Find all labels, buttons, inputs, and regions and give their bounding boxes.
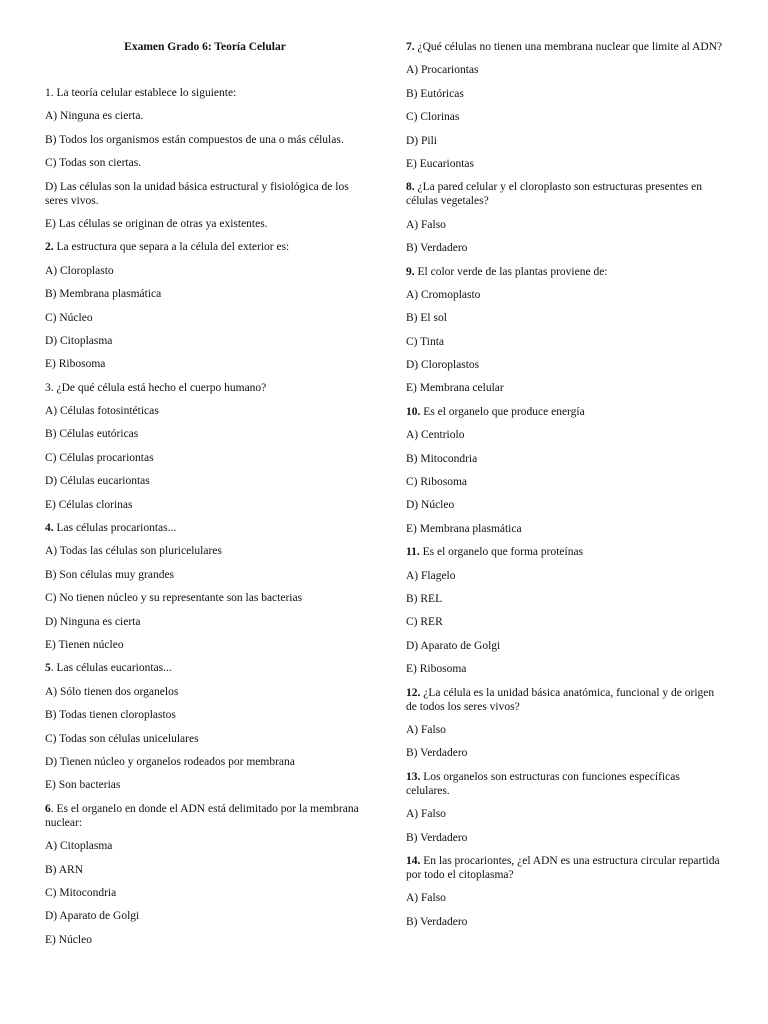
answer-option: B) Verdadero — [406, 747, 468, 760]
answer-option: B) Todas tienen cloroplastos — [45, 709, 176, 722]
answer-option: B) REL — [406, 592, 443, 605]
question-text — [406, 770, 726, 798]
question-number: 13. — [406, 770, 421, 783]
answer-option: C) Todas son ciertas. — [45, 157, 142, 170]
answer-option: C) Células procariontas — [45, 451, 154, 464]
question-body: . Es el organelo en donde el ADN está delimitado por la membrana nuclear: — [45, 802, 359, 829]
answer-option: A) Citoplasma — [45, 840, 113, 853]
answer-option: E) Membrana celular — [406, 382, 504, 395]
answer-option: B) Verdadero — [406, 915, 468, 928]
answer-option: A) Centriolo — [406, 429, 465, 442]
answer-option: A) Falso — [406, 218, 446, 231]
question-text — [45, 521, 365, 535]
question-number: 10. — [406, 405, 421, 418]
question-number: 7. — [406, 41, 415, 53]
answer-option: D) Aparato de Golgi — [45, 910, 140, 923]
answer-option: A) Cromoplasto — [406, 288, 481, 301]
answer-option: A) Células fotosintéticas — [45, 405, 159, 418]
question-body: ¿La pared celular y el cloroplasto son estructuras presentes en células vegetales? — [406, 181, 703, 208]
answer-option: D) Ninguna es cierta — [45, 615, 141, 628]
question-number: 5 — [45, 662, 51, 675]
answer-option: B) Membrana plasmática — [45, 288, 162, 301]
question-body: . Las células eucariontas... — [50, 662, 172, 675]
question-text — [406, 854, 726, 882]
answer-option: C) Núcleo — [45, 311, 93, 324]
answer-option: D) Tienen núcleo y organelos rodeados por membrana — [45, 755, 295, 768]
answer-option: C) Clorinas — [406, 111, 460, 124]
question-body: La estructura que separa a la célula del exterior es: — [53, 241, 290, 254]
answer-option: A) Falso — [406, 723, 446, 736]
answer-option: B) ARN — [45, 863, 84, 876]
question-body: ¿De qué célula está hecho el cuerpo humano? — [53, 381, 267, 394]
question-text — [45, 240, 365, 254]
answer-option: D) Aparato de Golgi — [406, 639, 501, 652]
question-body: En las procariontes, ¿el ADN es una estructura circular repartida por todo el citoplasma? — [406, 854, 720, 881]
question-text — [406, 40, 726, 54]
page-title: Examen Grado 6: Teoría Celular — [124, 41, 286, 53]
question-text — [45, 381, 365, 395]
question-number: 8. — [406, 181, 415, 194]
answer-option: E) Ribosoma — [45, 358, 106, 371]
answer-option: D) Las células son la unidad básica estructural y fisiológica de los seres vivos. — [45, 180, 349, 207]
left-column — [45, 40, 365, 956]
answer-option: C) No tienen núcleo y su representante son las bacterias — [45, 592, 303, 605]
answer-option: D) Pili — [406, 134, 437, 147]
answer-option: B) Todos los organismos están compuestos de una o más células. — [45, 133, 344, 146]
answer-option: C) Todas son células unicelulares — [45, 732, 199, 745]
answer-option: B) El sol — [406, 312, 447, 325]
question-body: ¿La célula es la unidad básica anatómica, funcional y de origen de todos los seres vivos? — [406, 686, 715, 713]
question-text — [45, 86, 365, 100]
question-number: 11. — [406, 546, 420, 559]
answer-option: C) Mitocondria — [45, 886, 117, 899]
answer-option: A) Todas las células son pluricelulares — [45, 545, 222, 558]
answer-option: E) Las células se originan de otras ya existentes. — [45, 217, 268, 230]
question-number: 2. — [45, 241, 54, 254]
answer-option: B) Células eutóricas — [45, 428, 139, 441]
question-number: 4. — [45, 522, 54, 535]
answer-option: B) Son células muy grandes — [45, 568, 175, 581]
question-body: Las células procariontas... — [53, 522, 177, 535]
answer-option: D) Cloroplastos — [406, 359, 480, 372]
question-text — [45, 661, 365, 675]
question-body: Es el organelo que forma proteínas — [419, 546, 584, 559]
question-number: 3. — [45, 381, 54, 394]
question-number: 12. — [406, 686, 421, 699]
answer-option: D) Núcleo — [406, 499, 455, 512]
answer-option: A) Ninguna es cierta. — [45, 110, 144, 123]
question-body: Los organelos son estructuras con funciones específicas celulares. — [406, 770, 680, 797]
question-number: 6 — [45, 802, 51, 815]
answer-option: A) Falso — [406, 808, 446, 821]
question-text — [45, 802, 365, 830]
answer-option: B) Eutóricas — [406, 87, 464, 100]
answer-option: E) Eucariontas — [406, 157, 475, 170]
answer-option: E) Tienen núcleo — [45, 638, 124, 651]
question-number: 9. — [406, 265, 415, 278]
right-column — [406, 40, 726, 938]
answer-option: E) Son bacterias — [45, 779, 121, 792]
answer-option: C) Ribosoma — [406, 476, 468, 489]
answer-option: B) Mitocondria — [406, 452, 478, 465]
question-text — [406, 686, 726, 714]
answer-option: A) Flagelo — [406, 569, 456, 582]
answer-option: D) Citoplasma — [45, 334, 113, 347]
question-body: La teoría celular establece lo siguiente: — [53, 87, 237, 99]
answer-option: E) Células clorinas — [45, 498, 133, 511]
question-text — [406, 405, 726, 419]
answer-option: B) Verdadero — [406, 831, 468, 844]
answer-option: C) RER — [406, 616, 443, 629]
answer-option: C) Tinta — [406, 335, 445, 348]
question-body: ¿Qué células no tienen una membrana nuclear que limite al ADN? — [414, 41, 723, 53]
answer-option: A) Falso — [406, 892, 446, 905]
question-text — [406, 545, 726, 559]
answer-option: E) Membrana plasmática — [406, 522, 522, 535]
question-number: 14. — [406, 854, 421, 867]
question-text — [406, 265, 726, 279]
answer-option: E) Núcleo — [45, 933, 92, 946]
question-number: 1. — [45, 87, 54, 99]
answer-option: A) Cloroplasto — [45, 264, 114, 277]
answer-option: A) Procariontas — [406, 64, 479, 77]
question-body: El color verde de las plantas proviene de: — [414, 265, 608, 278]
question-text — [406, 180, 726, 208]
answer-option: D) Células eucariontas — [45, 475, 150, 488]
answer-option: E) Ribosoma — [406, 663, 467, 676]
question-body: Es el organelo que produce energía — [420, 405, 585, 418]
answer-option: B) Verdadero — [406, 242, 468, 255]
answer-option: A) Sólo tienen dos organelos — [45, 685, 179, 698]
